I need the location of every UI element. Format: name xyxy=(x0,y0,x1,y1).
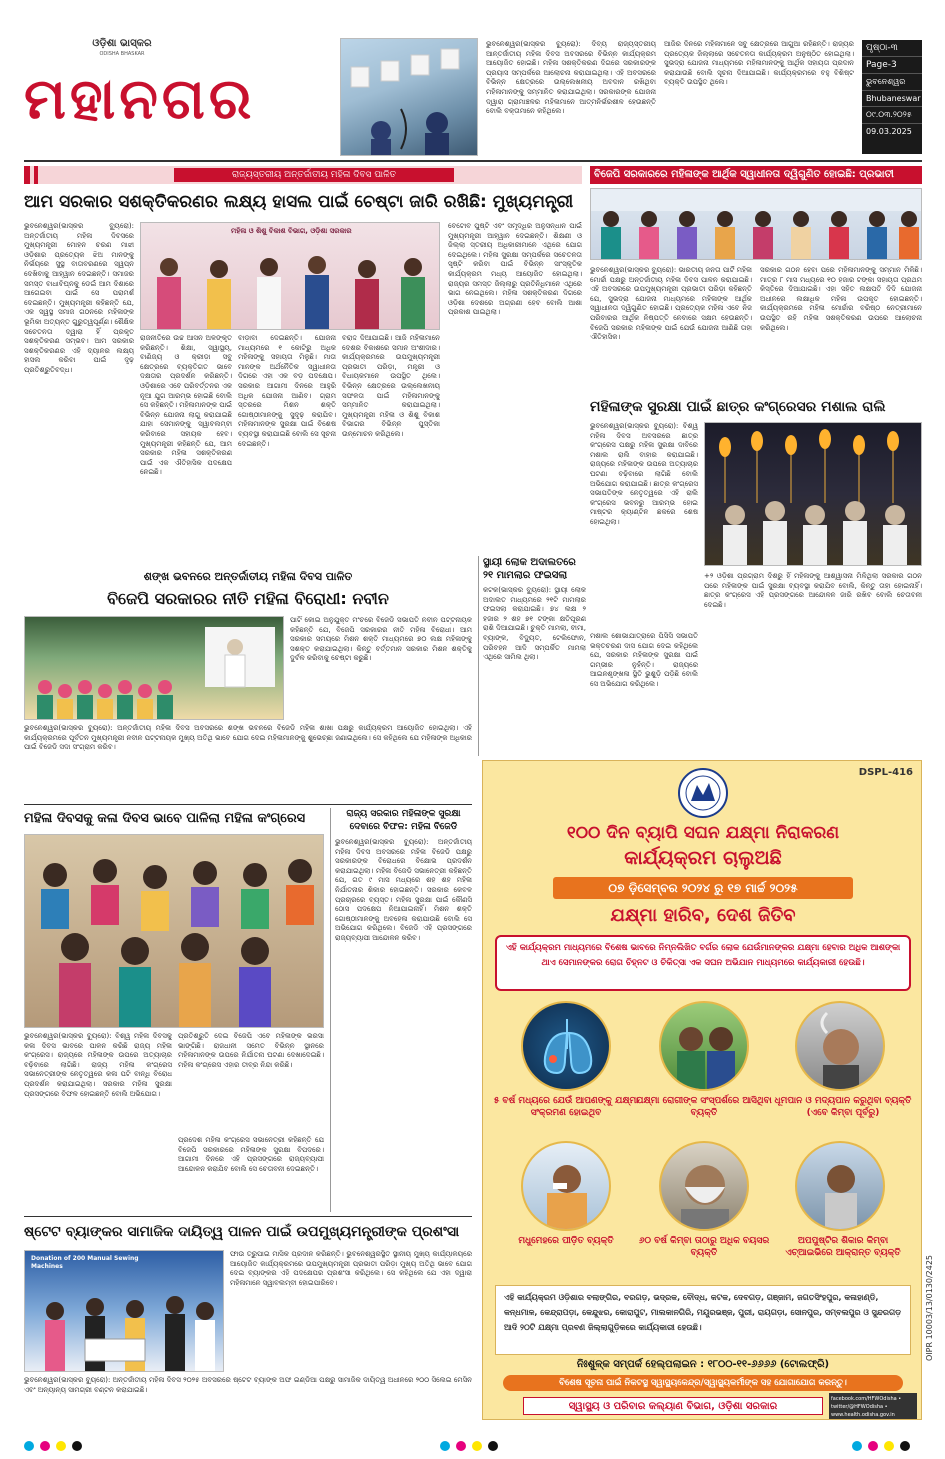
registration-dots-center xyxy=(440,1436,504,1455)
torch-rally-illustration xyxy=(705,423,922,566)
ad-group-5: ୬୦ ବର୍ଷ କିମ୍ବା ତାଠାରୁ ଅଧିକ ବୟସର ବ୍ୟକ୍ତି xyxy=(638,1236,770,1258)
right-top-headline: ବିଜେପି ସରକାରରେ ମହିଳାଙ୍କ ଆର୍ଥିକ ସ୍ୱାଧୀନତା ଦ୍ୱିଗୁଣିତ ହୋଇଛି: ପ୍ରଭାତୀ xyxy=(594,169,894,180)
two-men-icon xyxy=(661,1003,749,1091)
torch-photo xyxy=(704,422,922,566)
ad-title1: ୧୦୦ ଦିନ ବ୍ୟାପି ସଘନ ଯକ୍ଷ୍ମା ନିରାକରଣ xyxy=(566,823,840,843)
masthead-rule xyxy=(24,160,922,162)
lead-col2: ରାଜନୀତିରେ ଉଚ୍ଚ ଆସନ ଅଳଙ୍କୃତ କରିଛନ୍ତି। ଶିକ୍ଷା, ସ୍ୱାସ୍ଥ୍ୟ, ବାଣିଜ୍ୟ ଓ କ୍ରୀଡ଼ା ସବୁ କ୍ଷେତ୍ରରେ ବ୍ୟକ୍ତିଗତ ଭାବେ ଦକ୍ଷତାର ପ୍ରଦର୍ଶନ କରିଛନ୍ତି। ଓଡ଼ିଶାରେ ଏବେ ପରିବର୍ତ୍ତନର ଏକ ନୂଆ ଯୁଗ ଆରମ୍ଭ ହୋଇଛି ବୋଲି ସେ କହିଛନ୍ତି। ମହିଳାମାନଙ୍କ ପାଇଁ ବିଭିନ୍ନ ଯୋଜନା ଲାଗୁ କରାଯାଇଛି ଯାହା ସେମାନଙ୍କୁ ସ୍ୱାବଲମ୍ବୀ କରିବାରେ ସହାୟକ ହେବ। ମୁଖ୍ୟମନ୍ତ୍ରୀ କହିଛନ୍ତି ଯେ, ଆମ ସରକାର ମହିଳା ସଶକ୍ତିକରଣ ପାଇଁ ଏକ ଐତିହାସିକ ପଦକ୍ଷେପ ନେଇଛି। xyxy=(140,334,232,477)
date-en: 09.03.2025 xyxy=(866,127,912,136)
sbi-photo-banner: Donation of 200 Manual Sewing Machines xyxy=(31,1255,139,1270)
city-odia: ଭୁବନେଶ୍ୱର xyxy=(862,74,922,91)
bjd-side xyxy=(330,808,472,1212)
page-number-odia: ପୃଷ୍ଠା-୩ xyxy=(862,40,922,57)
ad-image-diabetes xyxy=(521,1141,611,1231)
ad-notice: ବିଶେଷ ସୂଚନା ପାଇଁ ନିକଟସ୍ଥ ସ୍ୱାସ୍ଥ୍ୟକେନ୍ଦ୍ର/ସ୍ୱାସ୍ଥ୍ୟକର୍ମୀଙ୍କ ସହ ଯୋଗାଯୋଗ କରନ୍ତୁ। xyxy=(503,1375,903,1391)
naveen-col2: ଭୁବନେଶ୍ୱର(ଭାସ୍କର ବ୍ୟୁରୋ): ଅନ୍ତର୍ଜାତୀୟ ମହିଳା ଦିବସ ଅବସରରେ ଶଙ୍ଖ ଭବନରେ ବିଜେଡି ମହିଳା ଶାଖା ପକ୍ଷରୁ କାର୍ଯ୍ୟକ୍ରମ ଆୟୋଜିତ ହୋଇଥିଲା। ଏହି କାର୍ଯ୍ୟକ୍ରମରେ ପୂର୍ବତନ ମୁଖ୍ୟମନ୍ତ୍ରୀ ନବୀନ ପଟ୍ଟନାୟକ ମୁଖ୍ୟ ଅତିଥି ଭାବେ ଯୋଗ ଦେଇ ମହିଳାମାନଙ୍କୁ ଶୁଭେଚ୍ଛା ଜଣାଇଥିଲେ। ସେ କହିଥିଲେ ଯେ ମହିଳାଙ୍କ ଅଧିକାର ପାଇଁ ବିଜେଡି ସଦା ସଂଗ୍ରାମ କରିବ। xyxy=(24,724,472,752)
naveen-col1: ପାଟିଁ କୋଇ ଅନୁଯୁକ୍ତ ମଂଚରେ ବିଜେଡି ସଭାପତି ନବୀନ ପଟ୍ଟନାୟକ କହିଛନ୍ତି ଯେ, ବିଜେପି ସରକାରର ନୀତି ମହିଳା ବିରୋଧୀ। ଆମ ସରକାର ସମୟରେ ମିଶନ ଶକ୍ତି ମାଧ୍ୟମରେ ୭୦ ଲକ୍ଷ ମହିଳାଙ୍କୁ ସଶକ୍ତ କରାଯାଇଥିଲା। କିନ୍ତୁ ବର୍ତ୍ତମାନ ସରକାର ମିଶନ ଶକ୍ତିକୁ ଦୁର୍ବଳ କରିବାକୁ ଚେଷ୍ଟା କରୁଛି। xyxy=(290,616,472,663)
ad-intro: ଏହି କାର୍ଯ୍ୟକ୍ରମ ମାଧ୍ୟମରେ ବିଶେଷ ଭାବରେ ନିମ୍ନଲିଖିତ ବର୍ଗର ଲୋକ ଯେଉଁମାନଙ୍କର ଯକ୍ଷ୍ମା ହେବାର ଅଧିକ ଆଶଙ୍କା ଥାଏ ସେମାନଙ୍କର ରୋଗ ଚିହ୍ନଟ ଓ ଚିକିତ୍ସା ଏକ ସଘନ ଅଭିଯାନ ମାଧ୍ୟମରେ କାର୍ଯ୍ୟକାରୀ ହେଉଛି। xyxy=(495,935,911,991)
lead-headline: ଆମ ସରକାର ସଶକ୍ତିକରଣର ଲକ୍ଷ୍ୟ ହାସଲ ପାଇଁ ଚେଷ୍ଟା ଜାରି ରଖିଛି: ମୁଖ୍ୟମନ୍ତ୍ରୀ xyxy=(24,192,574,212)
page-number-en: Page-3 xyxy=(862,57,922,74)
ad-title2: କାର୍ଯ୍ୟକ୍ରମ ଚାଲୁଅଛି xyxy=(624,847,782,869)
top-story-col2: ଆଜିର ଦିନରେ ମହିଳାମାନେ ସବୁ କ୍ଷେତ୍ରରେ ଆଗୁଆ ରହିଛନ୍ତି। ରାଜ୍ୟର ପ୍ରତ୍ୟେକ ଜିଲ୍ଲାରେ ସଚେତନତା କାର୍ଯ୍ୟକ୍ରମ ଅନୁଷ୍ଠିତ ହୋଇଥିଲା। ସୁଭଦ୍ରା ଯୋଜନା ମାଧ୍ୟମରେ ମହିଳାମାନଙ୍କୁ ଆର୍ଥିକ ସହାୟତା ପ୍ରଦାନ କରାଯାଉଛି ବୋଲି ସୂଚନା ଦିଆଯାଇଛି। କାର୍ଯ୍ୟକ୍ରମରେ ବହୁ ବିଶିଷ୍ଟ ବ୍ୟକ୍ତି ଉପସ୍ଥିତ ଥିଲେ। xyxy=(664,40,854,87)
lead-photo-people xyxy=(141,223,440,330)
congress-protest-illustration xyxy=(25,835,324,1028)
section-rule-2 xyxy=(24,1216,472,1217)
ad-group-2: ଯକ୍ଷ୍ମା ରୋଗୀଙ୍କ ସଂସ୍ପର୍ଶରେ ଆସିଥିବା ବ୍ୟକ୍ତି xyxy=(636,1096,772,1118)
ad-department: ସ୍ୱାସ୍ଥ୍ୟ ଓ ପରିବାର କଲ୍ୟାଣ ବିଭାଗ, ଓଡ଼ିଶା ସରକାର xyxy=(523,1397,823,1415)
lead-kicker: ରାଜ୍ୟସ୍ତରୀୟ ଅନ୍ତର୍ଜାତୀୟ ମହିଳା ଦିବସ ପାଳିତ xyxy=(174,168,454,182)
panel-women-illustration xyxy=(591,189,922,260)
ad-slogan: ଯକ୍ଷ୍ମା ହାରିବ, ଦେଶ ଜିତିବ xyxy=(610,905,796,926)
ad-image-contacts xyxy=(659,1001,749,1091)
lok-adalat-box xyxy=(478,556,586,756)
sbi-photo xyxy=(24,1250,224,1372)
archery-photo xyxy=(340,38,478,156)
ad-group-1: ୫ ବର୍ଷ ମଧ୍ୟରେ ଯେଉଁ ଆପଣଙ୍କୁ ଯକ୍ଷ୍ମା ସଂକ୍ରମଣ ହୋଇଥିବ xyxy=(493,1096,639,1118)
congress-col1: ଭୁବନେଶ୍ୱର(ଭାସ୍କର ବ୍ୟୁରୋ): ବିଶ୍ୱ ମହିଳା ଦିବସକୁ କଳା ଦିବସ ଭାବରେ ପାଳନ କରିଛି ରାଜ୍ୟ ମହିଳା କଂଗ୍ରେସ। ରାଜ୍ୟରେ ମହିଳାଙ୍କ ଉପରେ ଅତ୍ୟାଚାର ବଢ଼ିବାରେ ଲାଗିଛି। ରାଜ୍ୟ ମହିଳା କଂଗ୍ରେସ ସଭାନେତ୍ରୀଙ୍କ ନେତୃତ୍ୱରେ କଳା ପଟି ବାନ୍ଧି ବିରୋଧ ପ୍ରଦର୍ଶନ କରାଯାଇଥିଲା। ସରକାର ମହିଳା ସୁରକ୍ଷା ପ୍ରସଙ୍ଗରେ ବିଫଳ ହୋଇଛନ୍ତି ବୋଲି ଅଭିଯୋଗ। xyxy=(24,1032,172,1098)
lead-kicker-bar xyxy=(24,166,582,184)
congress-headline: ମହିଳା ଦିବସକୁ କଳା ଦିବସ ଭାବେ ପାଳିଲା ମହିଳା କଂଗ୍ରେସ xyxy=(24,811,306,826)
lead-col5: ବେଟୋବ ପୁଷ୍ଟି ଏବଂ ସମୃଦ୍ଧିର ଅନୁସନ୍ଧାନ ପାଇଁ ମୁଖ୍ୟମନ୍ତ୍ରୀ ଆହ୍ୱାନ ଦେଇଛନ୍ତି। ଶିକ୍ଷଣୀ ଓ ଜିଲ୍ଲା ସ୍ତରୀୟ ଅଧିକାରୀମାନେ ଏଥିରେ ଯୋଗ ଦେଇଥିଲେ। ମହିଳା ସୁରକ୍ଷା ସମ୍ପର୍କରେ ସଚେତନତା ସୃଷ୍ଟି କରିବା ପାଇଁ ବିଭିନ୍ନ ସାଂସ୍କୃତିକ କାର୍ଯ୍ୟକ୍ରମ ମଧ୍ୟ ଆୟୋଜିତ ହୋଇଥିଲା। ରାଜ୍ୟର ସମସ୍ତ ଜିଲ୍ଲାରୁ ପ୍ରତିନିଧିମାନେ ଏଥିରେ ଭାଗ ନେଇଥିଲେ। ମହିଳା ସଶକ୍ତିକରଣ ଦିଗରେ ଓଡ଼ିଶା ଦେଶରେ ଅଗ୍ରଣୀ ହେବ ବୋଲି ଆଶା ପ୍ରକାଶ ପାଇଥିଲା। xyxy=(448,222,582,317)
ad-code: DSPL-416 xyxy=(858,767,913,778)
congress-col2: ପ୍ରତିଶ୍ରୁତି ଦେଇ ବିଜେପି ଏବେ ମହିଳାଙ୍କ ଭରସା ଭାଙ୍ଗିଛି। ରାଜଧାନୀ ସମେତ ବିଭିନ୍ନ ସ୍ଥାନରେ ମହିଳାମାନଙ୍କ ଉପରେ ନିର୍ଯାତନା ଘଟଣା ଦେଖାଦେଇଛି। ମହିଳା କଂଗ୍ରେସ ଏହାର ତୀବ୍ର ନିନ୍ଦା କରିଛି। xyxy=(178,1032,324,1069)
right-top-col1: ଭୁବନେଶ୍ୱର(ଭାସ୍କର ବ୍ୟୁରୋ): ଭାରତୀୟ ଜନତା ପାର୍ଟି ମହିଳା ମୋର୍ଚ୍ଚା ପକ୍ଷରୁ ଅନ୍ତର୍ଜାତୀୟ ମହିଳା ଦିବସ ପାଳନ କରାଯାଇଛି। ଏହି ଅବସରରେ ଉପମୁଖ୍ୟମନ୍ତ୍ରୀ ପ୍ରଭାତୀ ପରିଡ଼ା କହିଛନ୍ତି ଯେ, ସୁଭଦ୍ରା ଯୋଜନା ମାଧ୍ୟମରେ ମହିଳାଙ୍କ ଆର୍ଥିକ ସ୍ୱାଧୀନତା ଦ୍ୱିଗୁଣିତ ହୋଇଛି। ପ୍ରତ୍ୟେକ ମହିଳା ଏବେ ନିଜ ପରିବାରର ଆର୍ଥିକ ନିଷ୍ପତ୍ତି ନେବାରେ ସକ୍ଷମ ହେଉଛନ୍ତି। ବିଜେପି ସରକାର ମହିଳାଙ୍କ ପାଇଁ ଯେଉଁ ଯୋଜନା ଆଣିଛି ତାହା ଐତିହାସିକ। xyxy=(590,266,752,342)
coughing-man-icon xyxy=(523,1143,611,1231)
city-en: Bhubaneswar xyxy=(862,91,922,107)
ad-helpline: ନିଃଶୁଳ୍କ ସମ୍ପର୍କ ହେଲ୍ପଲାଇନ : ୧୮୦୦-୧୧-୬୬୬୬ (ଟୋଲଫ୍ରି) xyxy=(576,1359,830,1370)
right-top-photo xyxy=(590,188,922,260)
ad-image-elderly xyxy=(659,1141,749,1231)
lungs-icon xyxy=(523,1003,611,1091)
brand-sub: ODISHA BHASKAR xyxy=(99,51,145,57)
ad-image-smoker xyxy=(795,1001,885,1091)
lok-adalat-body: କଟକ(ଭାସ୍କର ବ୍ୟୁରୋ): ସ୍ଥାୟୀ ଲୋକ ଅଦାଲତ ମାଧ୍ୟମରେ ୨୧ଟି ମାମଲାର ଫଇସଲା କରାଯାଇଛି। ୭୪ ଲକ୍ଷ ୨ ହଜାର ୨ ଶହ ୭୧ ଟଙ୍କା କ୍ଷତିପୂରଣ ରାଶି ଦିଆଯାଇଛି। ଚୁକ୍ତି ମାମଲା, ବୀମା, ବ୍ୟାଙ୍କ, ବିଦ୍ୟୁତ, ଟେଲିଫୋନ, ପରିବହନ ଆଦି ସମ୍ପର୍କିତ ମାମଲା ଏଥିରେ ସାମିଲ ଥିଲା। xyxy=(483,586,586,662)
ad-oipr: OIPR 10003/13/0130/2425 xyxy=(925,1254,934,1361)
elderly-man-icon xyxy=(661,1143,749,1231)
torch-headline: ମହିଳାଙ୍କ ସୁରକ୍ଷା ପାଇଁ ଛାତ୍ର କଂଗ୍ରେସର ମଶାଲ ରାଲି xyxy=(590,399,886,415)
smoker-icon xyxy=(797,1003,885,1091)
page-info xyxy=(862,40,922,154)
congress-photo xyxy=(24,834,324,1028)
lead-photo-banner: ମହିଳା ଓ ଶିଶୁ ବିକାଶ ବିଭାଗ, ଓଡ଼ିଶା ସରକାର xyxy=(231,227,352,235)
brand-small: ଓଡ଼ିଶା ଭାସ୍କର xyxy=(92,38,152,49)
ad-image-lungs xyxy=(521,1001,611,1091)
bjd-side-headline: ରାଜ୍ୟ ସରକାର ମହିଳାଙ୍କ ସୁରକ୍ଷା ଦେବାରେ ବିଫଳ: ମହିଳା ବିଜେଡି xyxy=(346,809,461,832)
ad-group-6: ଅପପୁଷ୍ଟିର ଶିକାର କିମ୍ବା ଏଚ୍ଆଇଭିରେ ଆକ୍ରାନ୍ତ ବ୍ୟକ୍ତି xyxy=(785,1236,901,1258)
ad-dates: ୦୭ ଡ଼ିସେମ୍ବର ୨୦୨୪ ରୁ ୧୭ ମାର୍ଚ୍ଚ ୨୦୨୫ xyxy=(553,877,853,899)
top-story-col1: ଭୁବନେଶ୍ୱର(ଭାସ୍କର ବ୍ୟୁରୋ): ଦିବ୍ୟ ରାଜ୍ୟସ୍ତରୀୟ ଆନ୍ତର୍ଜାତୀୟ ମହିଳା ଦିବସ ଅବସରରେ ବିଭିନ୍ନ କାର୍ଯ୍ୟକ୍ରମ ଆୟୋଜିତ ହୋଇଛି। ମହିଳା ସଶକ୍ତିକରଣ ଦିଗରେ ସରକାରଙ୍କ ପ୍ରୟାସ ସମ୍ପର୍କରେ ଆଲୋଚନା କରାଯାଇଥିଲା। ଏହି ଅବସରରେ ବିଭିନ୍ନ କ୍ଷେତ୍ରରେ ଉଲ୍ଲେଖନୀୟ ଅବଦାନ ରଖିଥିବା ମହିଳାମାନଙ୍କୁ ସମ୍ମାନିତ କରାଯାଇଥିଲା। ସରକାରଙ୍କ ଯୋଜନା ଦ୍ୱାରା ଗ୍ରାମାଞ୍ଚଳର ମହିଳାମାନେ ଆତ୍ମନିର୍ଭରଶୀଳ ହେଉଛନ୍ତି ବୋଲି ବକ୍ତାମାନେ କହିଥିଲେ। xyxy=(486,40,656,116)
registration-dots-right xyxy=(852,1436,916,1455)
lead-col4: ବରାଦ୍ଦ ଦିଆଯାଇଛି। ଆଜି ମହିଳାମାନେ ଦେଶର ବିକାଶରେ ସମାନ ଅଂଶୀଦାର। କାର୍ଯ୍ୟକ୍ରମରେ ଉପମୁଖ୍ୟମନ୍ତ୍ରୀ ପ୍ରଭାତୀ ପରିଡ଼ା, ମନ୍ତ୍ରୀ ଓ ବିଧାୟକମାନେ ଉପସ୍ଥିତ ଥିଲେ। ବିଭିନ୍ନ କ୍ଷେତ୍ରରେ ଉଲ୍ଲେଖନୀୟ ସଫଳତା ପାଇଁ ମହିଳାମାନଙ୍କୁ ସମ୍ମାନିତ କରାଯାଇଥିଲା। ମୁଖ୍ୟମନ୍ତ୍ରୀ ମହିଳା ଓ ଶିଶୁ ବିକାଶ ବିଭାଗର ବିଭିନ୍ନ ପୁସ୍ତିକା ଉନ୍ମୋଚନ କରିଥିଲେ। xyxy=(342,334,440,438)
ad-districts: ଏହି କାର୍ଯ୍ୟକ୍ରମ ଓଡ଼ିଶାର ବଲାଙ୍ଗିର, ବରଗଡ଼, ଭଦ୍ରକ, ବୌଦ୍ଧ, କଟକ, ଦେବଗଡ଼, ଗଞ୍ଜାମ, ଜଗତସିଂହପୁର, କଳାହାଣ୍ଡି, କନ୍ଧମାଳ, କେନ୍ଦ୍ରାପଡ଼ା, କେନ୍ଦୁଝର, କୋରାପୁଟ, ମାଲକାନଗିରି, ମୟୂରଭଞ୍ଜ, ପୁରୀ, ରାୟଗଡ଼ା, ସୋନପୁର, ସମ୍ବଲପୁର ଓ ସୁନ୍ଦରଗଡ଼ ଆଦି ୨୦ଟି ଯକ୍ଷ୍ମା ପ୍ରବଣ ଜିଲ୍ଲାଗୁଡ଼ିକରେ କାର୍ଯ୍ୟକାରୀ ହେଉଛି। xyxy=(495,1285,911,1355)
lead-col3: ବାଡ଼ାବା ଦେଇଛନ୍ତି। ଯୋଜନା ମାଧ୍ୟମରେ ୧ କୋଟିରୁ ଅଧିକ ମହିଳାଙ୍କୁ ସହାୟତା ମିଳୁଛି। ମାତା ମାନଙ୍କ ଅର୍ଥନୈତିକ ସ୍ୱାଧୀନତା ଦିଗରେ ଏହା ଏକ ବଡ଼ ପଦକ୍ଷେପ। ସରକାର ଆଗାମୀ ଦିନରେ ଆହୁରି ଅଧିକ ଯୋଜନା ଆଣିବ। ଗ୍ରାମ ସ୍ତରରେ ମିଶନ ଶକ୍ତି ଗୋଷ୍ଠୀମାନଙ୍କୁ ସୁଦୃଢ଼ କରାଯିବ। ମହିଳାମାନଙ୍କ ସୁରକ୍ଷା ପାଇଁ ବିଶେଷ ବ୍ୟବସ୍ଥା କରାଯାଇଛି ବୋଲି ସେ ସୂଚନା ଦେଇଛନ୍ତି। xyxy=(238,334,336,448)
right-top-col2: ସରକାର ଗଠନ ହେବା ପରେ ମହିଳାମାନଙ୍କୁ ସମ୍ମାନ ମିଳିଛି। ମାତ୍ର ୮ ମାସ ମଧ୍ୟରେ ୧୦ ହଜାର ଟଙ୍କା ସହାୟତା ପ୍ରଥମ କିସ୍ତିରେ ଦିଆଯାଇଛି। ଏହା ସହିତ ଲକ୍ଷପତି ଦିଦି ଯୋଜନା ଅଧୀନରେ ଲକ୍ଷାଧିକ ମହିଳା ଉପକୃତ ହୋଇଛନ୍ତି। କାର୍ଯ୍ୟକ୍ରମରେ ମହିଳା ମୋର୍ଚ୍ଚାର ବରିଷ୍ଠ ନେତ୍ରୀମାନେ ଉପସ୍ଥିତ ରହି ମହିଳା ସଶକ୍ତିକରଣ ଉପରେ ଆଲୋଚନା କରିଥିଲେ। xyxy=(760,266,922,332)
bjd-side-body: ଭୁବନେଶ୍ୱର(ଭାସ୍କର ବ୍ୟୁରୋ): ଅନ୍ତର୍ଜାତୀୟ ମହିଳା ଦିବସ ଅବସରରେ ମହିଳା ବିଜେଡି ପକ୍ଷରୁ ସରକାରଙ୍କ ବିରୋଧରେ ବିକ୍ଷୋଭ ପ୍ରଦର୍ଶନ କରାଯାଇଥିଲା। ମହିଳା ବିଜେଡି ସଭାନେତ୍ରୀ କହିଛନ୍ତି ଯେ, ଗତ ୯ ମାସ ମଧ୍ୟରେ ଶହ ଶହ ମହିଳା ନିର୍ଯାତନାର ଶିକାର ହୋଇଛନ୍ତି। ସରକାର କେବଳ ପ୍ରଚାରରେ ବ୍ୟସ୍ତ। ମହିଳା ସୁରକ୍ଷା ପାଇଁ କୌଣସି ଠୋସ ପଦକ୍ଷେପ ନିଆଯାଇନାହିଁ। ମିଶନ ଶକ୍ତି ଗୋଷ୍ଠୀମାନଙ୍କୁ ଅବହେଳା କରାଯାଉଛି ବୋଲି ସେ ଅଭିଯୋଗ କରିଥିଲେ। ବିଜେଡି ଏହି ପ୍ରସଙ୍ଗରେ ରାଜ୍ୟବ୍ୟାପୀ ଆନ୍ଦୋଳନ କରିବ। xyxy=(335,838,472,942)
ad-social: facebook.com/HFWOdisha • twitter/@HFWOdisha • www.health.odisha.gov.in xyxy=(829,1393,917,1419)
naveen-audience-illustration xyxy=(25,617,284,720)
masthead xyxy=(24,38,324,156)
ad-group-3: ଧୂମପାନ ଓ ମଦ୍ୟପାନ କରୁଥିବା ବ୍ୟକ୍ତି (ଏବେ କିମ୍ବା ପୂର୍ବରୁ) xyxy=(774,1096,912,1118)
naveen-photo xyxy=(24,616,284,720)
odisha-emblem-icon xyxy=(677,767,729,819)
lead-col1: ଭୁବନେଶ୍ୱର(ଭାସ୍କର ବ୍ୟୁରୋ): ଅନ୍ତର୍ଜାତୀୟ ମହିଳା ଦିବସରେ ମୁଖ୍ୟମନ୍ତ୍ରୀ ମୋହନ ଚରଣ ମାଝୀ ଓଡ଼ିଶାର ପ୍ରତ୍ୟେକ ଝିଅ ମାନଙ୍କୁ ନିର୍ଭୟରେ ସୁସ୍ଥ ବାତାବରଣରେ ସ୍ୱପ୍ନ ଦେଖିବାକୁ ଆହ୍ୱାନ ଦେଇଛନ୍ତି। ସମାଜର ସମସ୍ତ ବାଧାବିଘ୍ନକୁ ଡେଇଁ ଆମ ଦିଶାରେ ଆଗେଇବା ପାଇଁ ସେ ପରାମର୍ଶ ଦେଇଛନ୍ତି। ମୁଖ୍ୟମନ୍ତ୍ରୀ କହିଛନ୍ତି ଯେ, ଏକ ସ୍ୱସ୍ଥ ସମାଜ ଗଠନରେ ମହିଳାଙ୍କ ଭୂମିକା ଅତ୍ୟନ୍ତ ଗୁରୁତ୍ୱପୂର୍ଣ୍ଣ। ଶୈକ୍ଷିକ ସଚେତନତା ଦ୍ୱାରା ହିଁ ପ୍ରକୃତ ସଶକ୍ତିକରଣ ସମ୍ଭବ। ଆମ ସରକାର ସଶକ୍ତିକରଣର ଏହି ଦ୍ୟାନର ଲକ୍ଷ୍ୟ ହାସଲ କରିବା ପାଇଁ ଦୃଢ଼ ପ୍ରତିଶ୍ରୁତିବଦ୍ଧ। xyxy=(24,222,134,374)
ad-image-malnourished xyxy=(795,1141,885,1231)
section-title: ମହାନଗର xyxy=(24,67,256,132)
congress-col3: ପ୍ରଦେଶ ମହିଳା କଂଗ୍ରେସ ସଭାନେତ୍ରୀ କହିଛନ୍ତି ଯେ ବିଜେପି ସରକାରରେ ମହିଳାଙ୍କ ସୁରକ୍ଷା ବିପଦରେ। ଆଗାମୀ ଦିନରେ ଏହି ପ୍ରସଙ୍ଗରେ ରାଜ୍ୟବ୍ୟାପୀ ଆନ୍ଦୋଳନ କରାଯିବ ବୋଲି ସେ ଚେତାବନୀ ଦେଇଛନ୍ତି। xyxy=(178,1136,324,1173)
sbi-headline: ଷ୍ଟେଟ ବ୍ୟାଙ୍କର ସାମାଜିକ ଦାୟିତ୍ୱ ପାଳନ ପାଇଁ ଉପମୁଖ୍ୟମନ୍ତ୍ରୀଙ୍କ ପ୍ରଶଂସା xyxy=(24,1224,460,1240)
archery-illustration xyxy=(341,39,478,156)
registration-dots-left xyxy=(24,1436,88,1455)
sbi-col2: ଭୁବନେଶ୍ୱର(ଭାସ୍କର ବ୍ୟୁରୋ): ଅନ୍ତର୍ଜାତୀୟ ମହିଳା ଦିବସ ୨୦୨୫ ଅବସରରେ ଷ୍ଟେଟ ବ୍ୟାଙ୍କ ଅଫ ଇଣ୍ଡିଆ ପକ୍ଷରୁ ସାମାଜିକ ଦାୟିତ୍ୱ ଅଧୀନରେ ୨୦୦ ସିଲେଇ ମେସିନ ଏବଂ ଅନ୍ୟାନ୍ୟ ସାମଗ୍ରୀ ବଣ୍ଟନ କରାଯାଇଛି। xyxy=(24,1376,472,1394)
section-rule-1 xyxy=(24,804,472,805)
torch-col3: +୨ ଓଡ଼ିଶା ପ୍ରଗ୍ରାମ ଦିଶରୁ ହିଁ ମହିଳାଙ୍କୁ ଆଶ୍ୱାସନା ମିଳିଥିଲା ସରକାର ଗଠନ ପରେ ମହିଳାଙ୍କ ପାଇଁ ସୁରକ୍ଷା ବ୍ୟବସ୍ଥା କରାଯିବ ବୋଲି, କିନ୍ତୁ ତାହା ହୋଇନାହିଁ। ଛାତ୍ର କଂଗ୍ରେସ ଏହି ପ୍ରସଙ୍ଗରେ ଆନ୍ଦୋଳନ ଜାରି ରଖିବ ବୋଲି ଚେତାବନୀ ଦେଇଛି। xyxy=(704,572,922,609)
date-odia: ୦୯.୦୩.୨୦୨୫ xyxy=(862,107,922,124)
thin-man-icon xyxy=(797,1143,885,1231)
sbi-col1: ଫାଉ ତ୍ରୁପାଇ ମାସିକ ପ୍ରଦାନ କରିଛନ୍ତି। ଭୁବନେଶ୍ୱରସ୍ଥିତ ସ୍ଥାନୀୟ ମୁଖ୍ୟ କାର୍ଯ୍ୟାଳୟରେ ଆୟୋଜିତ କାର୍ଯ୍ୟକ୍ରମରେ ଉପମୁଖ୍ୟମନ୍ତ୍ରୀ ପ୍ରଭାତୀ ପରିଡ଼ା ମୁଖ୍ୟ ଅତିଥି ଭାବେ ଯୋଗ ଦେଇ ବ୍ୟାଙ୍କର ଏହି ପଦକ୍ଷେପର ପ୍ରଶଂସା କରିଥିଲେ। ସେ କହିଥିଲେ ଯେ ଏହା ଦ୍ୱାରା ମହିଳାମାନେ ସ୍ୱାବଲମ୍ବୀ ହୋଇପାରିବେ। xyxy=(230,1250,472,1287)
torch-col1: ଭୁବନେଶ୍ୱର(ଭାସ୍କର ବ୍ୟୁରୋ): ବିଶ୍ୱ ମହିଳା ଦିବସ ଅବସରରେ ଛାତ୍ର କଂଗ୍ରେସ ପକ୍ଷରୁ ମହିଳା ସୁରକ୍ଷା ଦାବିରେ ମଶାଲ ରାଲି ବାହାର କରାଯାଇଛି। ରାଜ୍ୟରେ ମହିଳାଙ୍କ ଉପରେ ଅତ୍ୟାଚାର ଘଟଣା ବଢ଼ିବାରେ ଲାଗିଛି ବୋଲି ଅଭିଯୋଗ କରାଯାଇଛି। ଛାତ୍ର କଂଗ୍ରେସ ସଭାପତିଙ୍କ ନେତୃତ୍ୱରେ ଏହି ରାଲି କଂଗ୍ରେସ ଭବନରୁ ଆରମ୍ଭ ହୋଇ ମାଷ୍ଟର କ୍ୟାଣ୍ଟିନ ଛକରେ ଶେଷ ହୋଇଥିଲା। xyxy=(590,422,698,526)
naveen-headline: ବିଜେପି ସରକାରର ନୀତି ମହିଳା ବିରୋଧୀ: ନବୀନ xyxy=(107,589,389,608)
tb-ad xyxy=(482,760,934,1420)
torch-col2: ମଶାଲ ଶୋଭାଯାତ୍ରାରେ ପିସିସି ସଭାପତି ଭକ୍ତଚରଣ ଦାସ ଯୋଗ ଦେଇ କହିଥିଲେ ଯେ, ସରକାର ମହିଳାଙ୍କ ସୁରକ୍ଷା ପାଇଁ ଗମ୍ଭୀର ନୁହଁନ୍ତି। ରାଜ୍ୟରେ ଆଇନଶୃଙ୍ଖଳା ସ୍ଥିତି ଭୁଶୁଡ଼ି ପଡ଼ିଛି ବୋଲି ସେ ଅଭିଯୋଗ କରିଥିଲେ। xyxy=(590,632,698,688)
naveen-kicker: ଶଙ୍ଖ ଭବନରେ ଅନ୍ତର୍ଜାତୀୟ ମହିଳା ଦିବସ ପାଳିତ xyxy=(143,570,353,583)
ad-group-4: ମଧୁମେହରେ ପୀଡ଼ିତ ବ୍ୟକ୍ତି xyxy=(518,1236,614,1246)
lok-adalat-headline: ସ୍ଥାୟୀ ଲୋକ ଅଦାଲତରେ ୨୧ ମାମଲାର ଫଇସଲା xyxy=(483,557,576,581)
lead-photo xyxy=(140,222,440,330)
